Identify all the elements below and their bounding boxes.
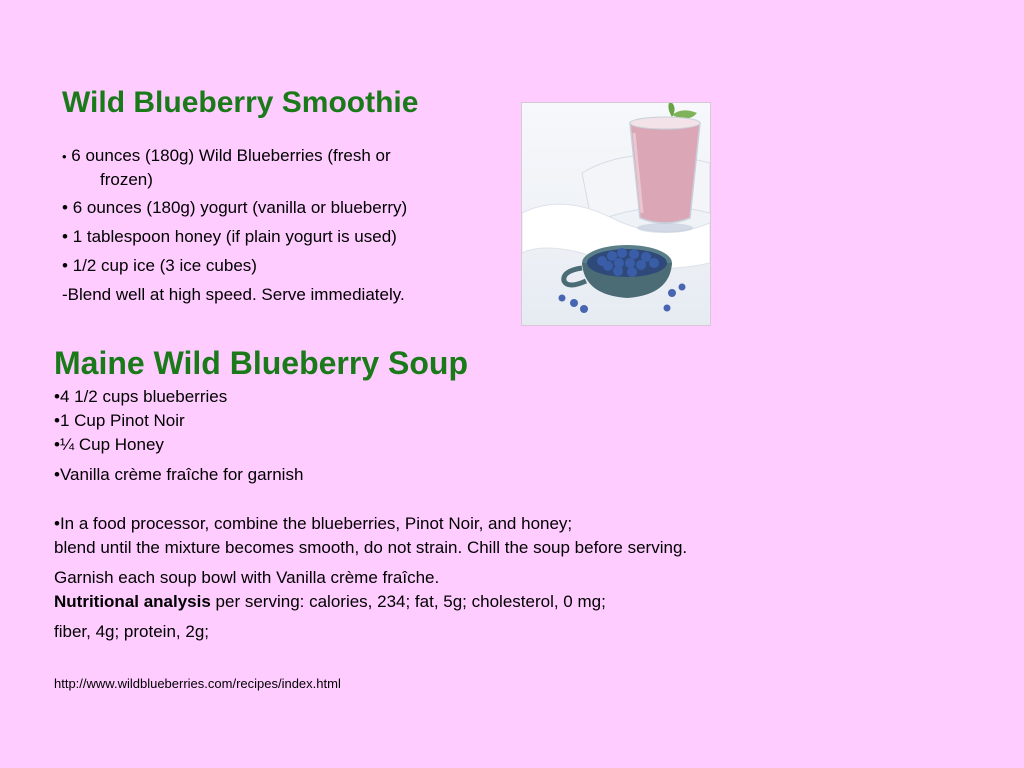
smoothie-ingredient-2 xyxy=(62,198,407,218)
smoothie-ingredient-1-continuation: frozen) xyxy=(100,170,153,189)
ingredient-text: 6 ounces (180g) yogurt (vanilla or blueberry) xyxy=(72,198,408,217)
smoothie-ingredient-3 xyxy=(62,227,397,247)
ingredient-text: 1 tablespoon honey (if plain yogurt is used) xyxy=(72,227,397,246)
bullet: • xyxy=(62,149,67,164)
soup-title: Maine Wild Blueberry Soup xyxy=(54,345,468,381)
soup-direction-2: blend until the mixture becomes smooth, do not strain. Chill the soup before serving. xyxy=(54,538,688,557)
bullet: • xyxy=(62,227,68,246)
nutrition-line-1 xyxy=(54,592,606,612)
soup-ingredient-1: •4 1/2 cups blueberries xyxy=(54,387,228,406)
nutrition-line-2: fiber, 4g; protein, 2g; xyxy=(54,622,209,641)
smoothie-ingredient-4 xyxy=(62,256,257,276)
smoothie-ingredient-1 xyxy=(62,146,391,167)
soup-direction-1: •In a food processor, combine the blueberries, Pinot Noir, and honey; xyxy=(54,514,573,533)
source-url[interactable]: http://www.wildblueberries.com/recipes/index.html xyxy=(54,676,341,691)
smoothie-title: Wild Blueberry Smoothie xyxy=(62,86,419,119)
nutrition-label: Nutritional analysis xyxy=(54,592,211,611)
soup-direction-3: Garnish each soup bowl with Vanilla crème fraîche. xyxy=(54,568,440,587)
ingredient-text: 6 ounces (180g) Wild Blueberries (fresh or xyxy=(71,146,391,165)
soup-ingredient-3: •¼ Cup Honey xyxy=(54,435,164,454)
smoothie-instruction: -Blend well at high speed. Serve immediately. xyxy=(62,285,405,304)
bullet: • xyxy=(62,198,68,217)
bullet: • xyxy=(62,256,68,275)
smoothie-photo-illustration xyxy=(522,103,710,325)
ingredient-text: 1/2 cup ice (3 ice cubes) xyxy=(72,256,257,275)
soup-ingredient-2: •1 Cup Pinot Noir xyxy=(54,411,185,430)
nutrition-text: per serving: calories, 234; fat, 5g; cholesterol, 0 mg; xyxy=(210,592,606,611)
soup-ingredient-4: •Vanilla crème fraîche for garnish xyxy=(54,465,304,484)
smoothie-photo xyxy=(521,102,711,326)
